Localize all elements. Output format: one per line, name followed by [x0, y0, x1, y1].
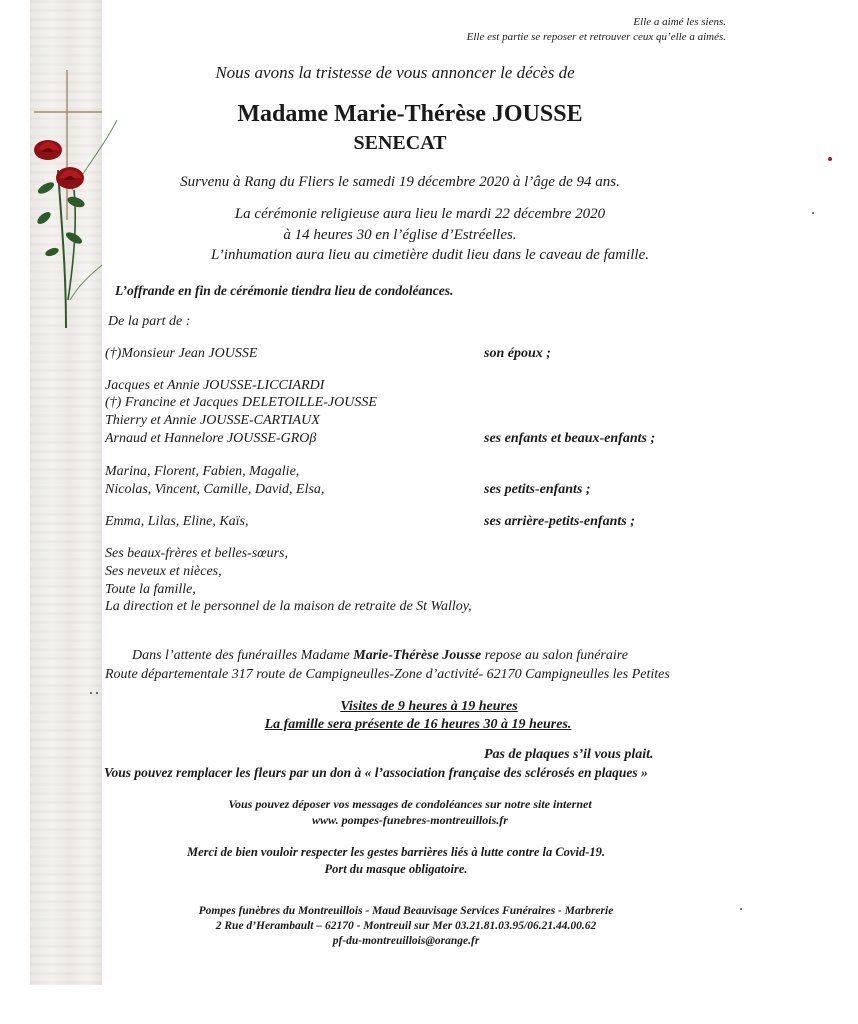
condolences-note: Vous pouvez déposer vos messages de condoléances sur notre site internet — [228, 797, 592, 811]
offering-note: L’offrande en fin de cérémonie tiendra lieu de condoléances. — [115, 283, 454, 298]
epigraph-line-1: Elle a aimé les siens. — [633, 16, 726, 28]
child-3: Thierry et Annie JOUSSE-CARTIAUX — [105, 413, 320, 428]
website-link[interactable]: www. pompes-funebres-montreuillois.fr — [312, 813, 508, 827]
footer-address: 2 Rue d’Herambault – 62170 - Montreuil sur Mer 03.21.81.03.95/06.21.44.00.62 — [215, 920, 597, 932]
deceased-name: Madame Marie-Thérèse JOUSSE — [237, 101, 583, 127]
no-plaques: Pas de plaques s’il vous plait. — [484, 747, 654, 762]
rose-icon — [34, 140, 62, 160]
ceremony-line-2: à 14 heures 30 en l’église d’Estréelles. — [283, 227, 517, 243]
scan-speck — [96, 692, 98, 694]
great-grandchildren-relation: ses arrière-petits-enfants ; — [484, 514, 635, 529]
child-2: (†) Francine et Jacques DELETOILLE-JOUSSE — [105, 395, 377, 410]
other-relative-4: La direction et le personnel de la maison de retraite de St Walloy, — [105, 599, 472, 614]
visits-family: La famille sera présente de 16 heures 30 à 19 heures. — [264, 717, 572, 732]
covid-note: Merci de bien vouloir respecter les gestes barrières liés à lutte contre la Covid-19. — [186, 845, 605, 859]
mask-note: Port du masque obligatoire. — [324, 862, 468, 876]
ceremony-line-1: La cérémonie religieuse aura lieu le mardi 22 décembre 2020 — [234, 206, 606, 222]
grandchildren-line-2: Nicolas, Vincent, Camille, David, Elsa, — [105, 482, 325, 497]
child-4: Arnaud et Hannelore JOUSSE-GROβ — [105, 431, 317, 446]
rest-prefix: Dans l’attente des funérailles Madame — [132, 648, 354, 663]
rest-address: Route départementale 317 route de Campigneulles-Zone d’activité- 62170 Campigneulles les Petites — [105, 667, 670, 682]
footer-company: Pompes funèbres du Montreuillois - Maud Beauvisage Services Funéraires - Marbrerie — [198, 905, 614, 917]
rest-suffix: repose au salon funéraire — [481, 648, 628, 663]
child-1: Jacques et Annie JOUSSE-LICCIARDI — [105, 378, 325, 393]
scan-speck — [90, 692, 92, 694]
scan-speck — [740, 908, 742, 910]
grandchildren-line-1: Marina, Florent, Fabien, Magalie, — [105, 464, 300, 479]
death-info: Survenu à Rang du Fliers le samedi 19 décembre 2020 à l’âge de 94 ans. — [180, 174, 620, 190]
other-relative-3: Toute la famille, — [105, 582, 196, 597]
announcement: Nous avons la tristesse de vous annoncer le décès de — [215, 63, 575, 82]
children-relation: ses enfants et beaux-enfants ; — [484, 431, 656, 446]
rose-icon — [56, 167, 84, 189]
scan-speck — [812, 212, 814, 214]
donation-note: Vous pouvez remplacer les fleurs par un don à « l’association française des sclérosés en plaques » — [104, 765, 648, 780]
visits-hours: Visites de 9 heures à 19 heures — [340, 699, 518, 714]
footer-email[interactable]: pf-du-montreuillois@orange.fr — [332, 935, 480, 947]
epigraph-line-2: Elle est partie se reposer et retrouver ceux qu’elle a aimés. — [466, 31, 726, 43]
other-relative-2: Ses neveux et nièces, — [105, 564, 222, 579]
great-grandchildren: Emma, Lilas, Eline, Kaïs, — [105, 514, 249, 529]
scan-speck — [828, 157, 832, 161]
other-relative-1: Ses beaux-frères et belles-sœurs, — [105, 546, 288, 561]
from-label: De la part de : — [108, 314, 191, 329]
rest-name: Marie-Thérèse Jousse — [353, 648, 482, 663]
maiden-name: SENECAT — [353, 132, 447, 154]
spouse-relation: son époux ; — [484, 346, 551, 361]
rest-location-line — [132, 648, 628, 664]
spouse-name: (†)Monsieur Jean JOUSSE — [105, 346, 258, 361]
ceremony-line-3: L’inhumation aura lieu au cimetière dudit lieu dans le caveau de famille. — [211, 247, 649, 263]
grandchildren-relation: ses petits-enfants ; — [484, 482, 591, 497]
